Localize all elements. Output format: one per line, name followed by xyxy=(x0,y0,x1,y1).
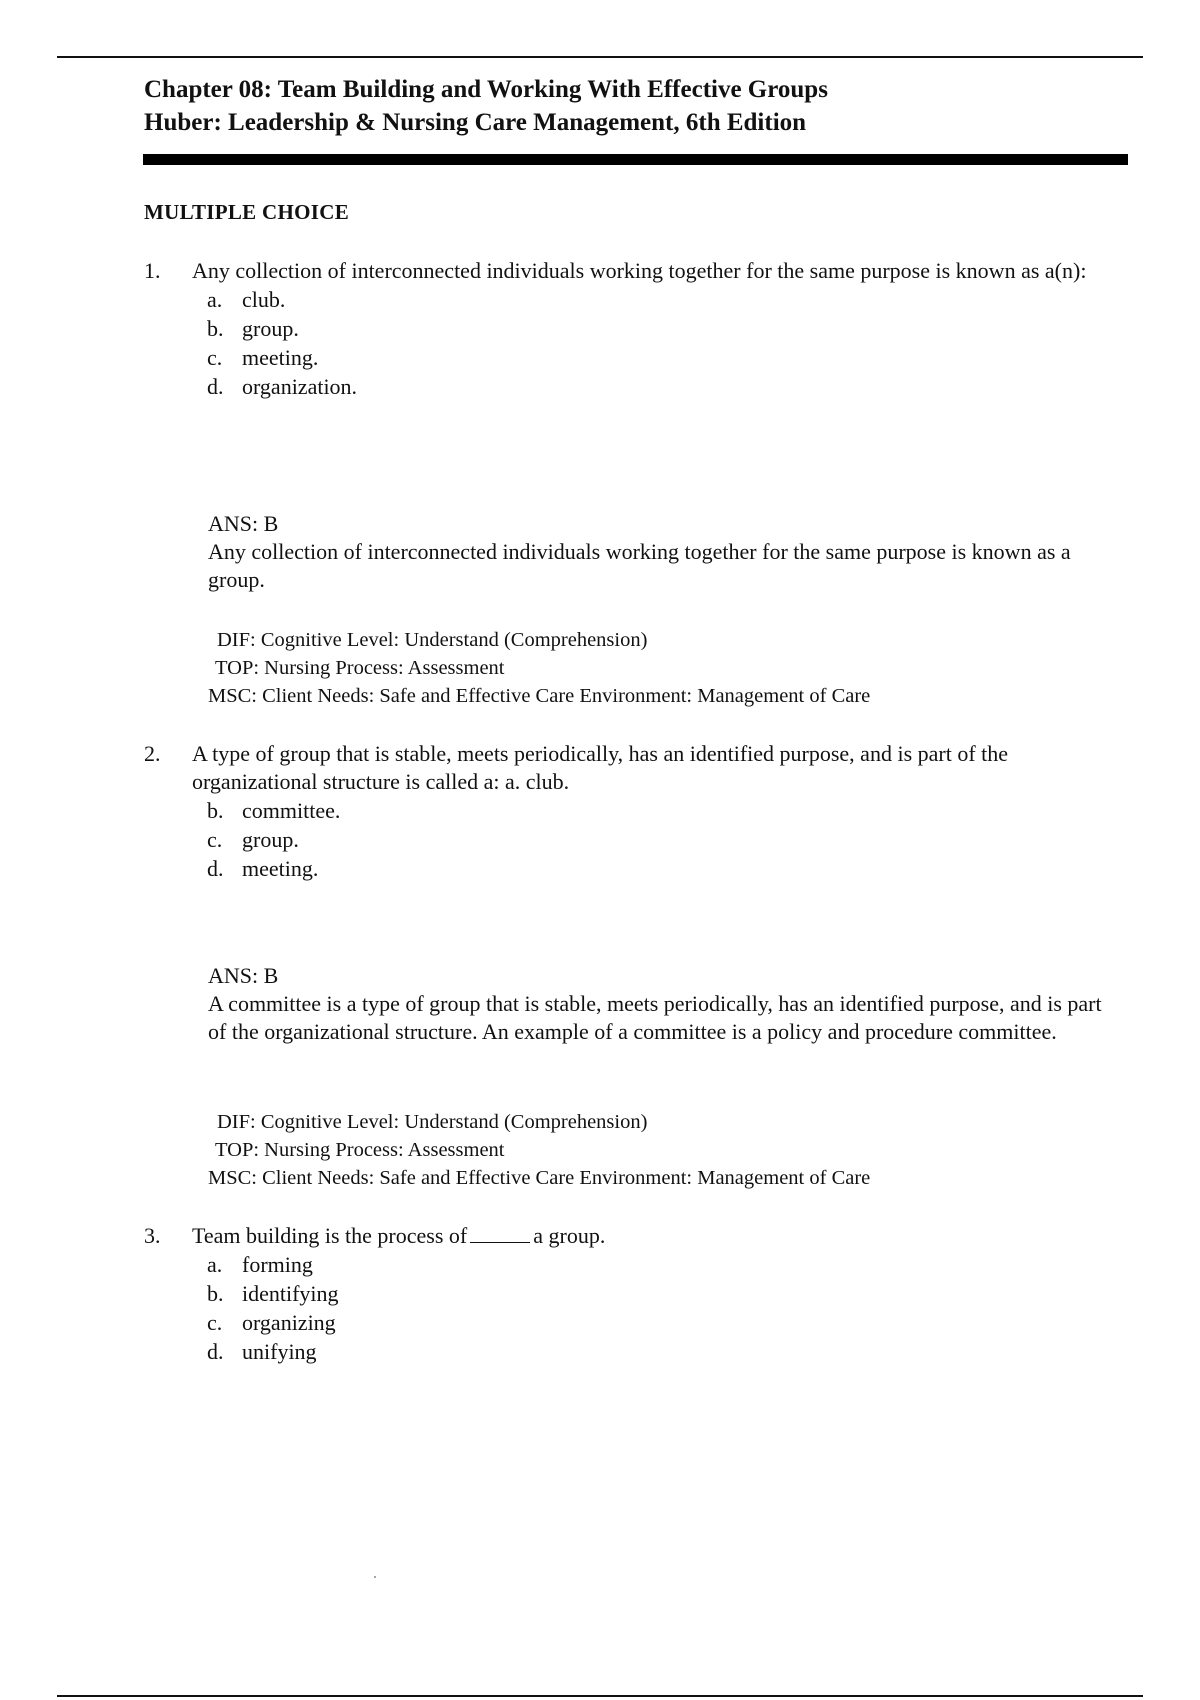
question-text: Team building is the process of a group. xyxy=(192,1223,606,1248)
answer-key: ANS: B xyxy=(208,511,279,536)
answer-key: ANS: B xyxy=(208,963,279,988)
section-title: MULTIPLE CHOICE xyxy=(144,200,350,224)
stray-dot xyxy=(374,1576,376,1578)
topic-label: TOP: Nursing Process: Assessment xyxy=(215,657,505,679)
choice-item: d. organization. xyxy=(207,374,358,399)
choice-item: b. committee. xyxy=(207,798,341,823)
answer-rationale: A committee is a type of group that is stable, meets periodically, has an identified purpose, and is part of the organizational structure. An example of a committee is a policy and procedure committee. xyxy=(208,991,1102,1044)
choice-item: a. forming xyxy=(207,1252,313,1277)
question-3 xyxy=(144,1222,1134,1366)
metadata-block-2 xyxy=(208,1108,870,1192)
chapter-title: Chapter 08: Team Building and Working With Effective Groups xyxy=(144,76,828,103)
choice-item: c. organizing xyxy=(207,1310,336,1335)
question-text: A type of group that is stable, meets periodically, has an identified purpose, and is part of the organizational structure is called a: a. club. xyxy=(192,741,1009,794)
client-needs-label: MSC: Client Needs: Safe and Effective Care Environment: Management of Care xyxy=(208,1167,871,1189)
book-title: Huber: Leadership & Nursing Care Management, 6th Edition xyxy=(144,109,807,136)
bottom-rule xyxy=(57,1695,1143,1697)
question-text: Any collection of interconnected individuals working together for the same purpose is known as a(n): xyxy=(192,258,1087,283)
choice-item: d. unifying xyxy=(207,1339,317,1364)
choice-item: d. meeting. xyxy=(207,856,319,881)
question-number: 2. xyxy=(144,741,161,766)
answer-block-1 xyxy=(208,510,1118,594)
choice-item: c. group. xyxy=(207,827,299,852)
topic-label: TOP: Nursing Process: Assessment xyxy=(215,1139,505,1161)
document-header xyxy=(144,73,828,139)
client-needs-label: MSC: Client Needs: Safe and Effective Care Environment: Management of Care xyxy=(208,685,871,707)
metadata-block-1 xyxy=(208,626,870,710)
question-number: 1. xyxy=(144,258,161,283)
question-1 xyxy=(144,257,1134,401)
choice-item: a. club. xyxy=(207,287,286,312)
choice-item: b. group. xyxy=(207,316,299,341)
choice-list xyxy=(207,796,1134,883)
choice-item: c. meeting. xyxy=(207,345,319,370)
question-number: 3. xyxy=(144,1223,161,1248)
top-rule xyxy=(57,56,1143,58)
fill-in-blank xyxy=(470,1224,530,1243)
question-2 xyxy=(144,740,1134,883)
choice-list xyxy=(207,285,1134,401)
choice-item: b. identifying xyxy=(207,1281,339,1306)
answer-rationale: Any collection of interconnected individuals working together for the same purpose is known as a group. xyxy=(208,539,1071,592)
difficulty-label: DIF: Cognitive Level: Understand (Comprehension) xyxy=(217,1111,648,1133)
difficulty-label: DIF: Cognitive Level: Understand (Comprehension) xyxy=(217,629,648,651)
header-divider xyxy=(143,154,1128,165)
answer-block-2 xyxy=(208,962,1118,1046)
choice-list xyxy=(207,1250,1134,1366)
